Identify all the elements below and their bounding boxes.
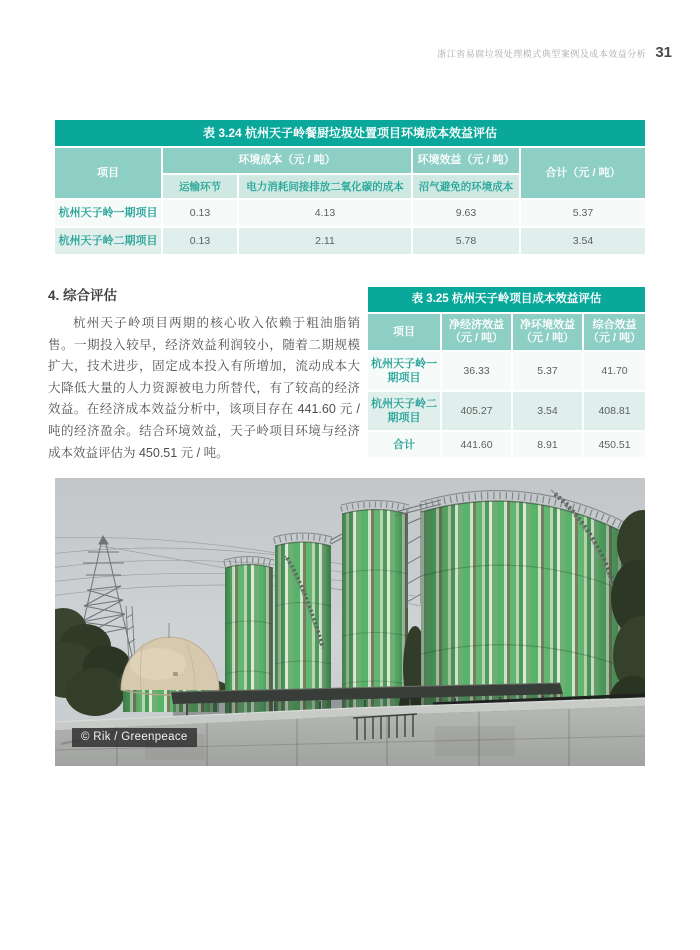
table-3-24: [55, 120, 645, 254]
digester-tank-3: [341, 501, 409, 719]
biogas-plant-photo: [55, 478, 645, 766]
col-header-project: 项目: [55, 148, 161, 198]
photo-credit: © Rik / Greenpeace: [72, 728, 197, 747]
table-row-project: 杭州天子岭二期项目: [368, 392, 440, 430]
col-header-net-economic: 净经济效益（元 / 吨）: [442, 314, 511, 350]
table-cell: 441.60: [442, 432, 511, 457]
table-row-project: 杭州天子岭二期项目: [55, 228, 161, 254]
col-header-project: 项目: [368, 314, 440, 350]
biogas-plant-illustration: [55, 478, 645, 766]
table-3-25-grid: [368, 314, 645, 457]
table-3-25: [368, 287, 645, 457]
running-header: [437, 44, 672, 61]
table-cell: 5.37: [521, 200, 645, 226]
table-3-25-title: 表 3.25 杭州天子岭项目成本效益评估: [368, 287, 645, 312]
section-heading: 4. 综合评估: [48, 288, 118, 303]
running-header-title: 浙江省易腐垃圾处理模式典型案例及成本效益分析: [437, 49, 647, 59]
table-row-project: 杭州天子岭一期项目: [55, 200, 161, 226]
table-cell: 36.33: [442, 352, 511, 390]
table-cell: 0.13: [163, 200, 237, 226]
subheader-biogas: 沼气避免的环境成本: [413, 175, 519, 198]
col-header-combined: 综合效益（元 / 吨）: [584, 314, 645, 350]
table-cell: 0.13: [163, 228, 237, 254]
table-cell: 3.54: [521, 228, 645, 254]
table-cell: 408.81: [584, 392, 645, 430]
col-header-env-cost: 环境成本（元 / 吨）: [163, 148, 411, 173]
table-cell: 2.11: [239, 228, 411, 254]
table-cell: 5.78: [413, 228, 519, 254]
table-3-24-grid: [55, 148, 645, 254]
table-cell: 450.51: [584, 432, 645, 457]
page-number: 31: [655, 44, 672, 61]
table-3-24-title: 表 3.24 杭州天子岭餐厨垃圾处置项目环境成本效益评估: [55, 120, 645, 146]
table-cell: 4.13: [239, 200, 411, 226]
table-cell: 41.70: [584, 352, 645, 390]
table-cell: 405.27: [442, 392, 511, 430]
col-header-net-environmental: 净环境效益（元 / 吨）: [513, 314, 582, 350]
section-paragraph: 杭州天子岭项目两期的核心收入依赖于粗油脂销售。一期投入较早，经济效益利润较小，随着二期规模扩大，技术进步，固定成本投入有所增加，流动成本大大降低大量的人力资源被电力所替代，有了较高的经济效益。在经济成本效益分析中，该项目存在 441.60 元 / 吨的经济盈余。结合环境效益，天子岭项目环境与经济成本效益评估为 450.51 元 / 吨。: [48, 316, 360, 460]
table-cell: 9.63: [413, 200, 519, 226]
table-cell: 8.91: [513, 432, 582, 457]
table-row-total: 合计: [368, 432, 440, 457]
col-header-total: 合计（元 / 吨）: [521, 148, 645, 198]
table-cell: 3.54: [513, 392, 582, 430]
col-header-env-benefit: 环境效益（元 / 吨）: [413, 148, 519, 173]
table-cell: 5.37: [513, 352, 582, 390]
subheader-electricity: 电力消耗间接排放二氧化碳的成本: [239, 175, 411, 198]
subheader-transport: 运输环节: [163, 175, 237, 198]
table-row-project: 杭州天子岭一期项目: [368, 352, 440, 390]
